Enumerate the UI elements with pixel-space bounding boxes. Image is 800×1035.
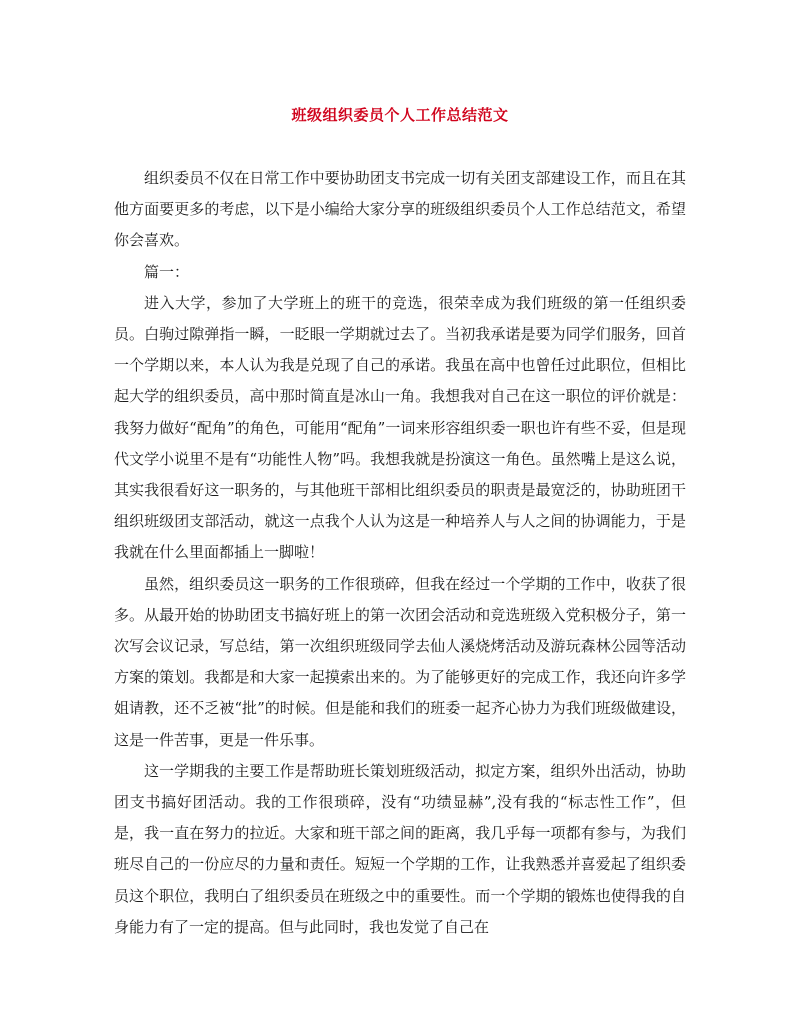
paragraph-3: 这一学期我的主要工作是帮助班长策划班级活动，拟定方案，组织外出活动，协助团支书搞好团活动。我的工作很琐碎，没有“功绩显赫”,没有我的“标志性工作”，但是，我一直在努力的拉近。大家和班干部之间的距离，我几乎每一项都有参与，为我们班尽自己的一份应尽的力量和责任。短短一个学期的工作，让我熟悉并喜爱起了组织委员这个职位，我明白了组织委员在班级之中的重要性。而一个学期的锻炼也使得我的自身能力有了一定的提高。但与此同时，我也发觉了自己在 [114, 761, 686, 936]
paragraph-2: 虽然，组织委员这一职务的工作很琐碎，但我在经过一个学期的工作中，收获了很多。从最开始的协助团支书搞好班上的第一次团会活动和竞选班级入党积极分子，第一次写会议记录，写总结，第一次组织班级同学去仙人溪烧烤活动及游玩森林公园等活动方案的策划。我都是和大家一起摸索出来的。为了能够更好的完成工作，我还向许多学姐请教，还不乏被“批”的时候。但是能和我们的班委一起齐心协力为我们班级做建设，这是一件苦事，更是一件乐事。 [114, 574, 686, 749]
paragraph-1: 进入大学，参加了大学班上的班干的竞选，很荣幸成为我们班级的第一任组织委员。白驹过隙弹指一瞬，一眨眼一学期就过去了。当初我承诺是要为同学们服务，回首一个学期以来，本人认为我是兑现了自己的承诺。我虽在高中也曾任过此职位，但相比起大学的组织委员，高中那时简直是冰山一角。我想我对自己在这一职位的评价就是：我努力做好“配角”的角色，可能用“配角”一词来形容组织委一职也许有些不妥，但是现代文学小说里不是有“功能性人物”吗。我想我就是扮演这一角色。虽然嘴上是这么说，其实我很看好这一职务的，与其他班干部相比组织委员的职责是最宽泛的，协助班团干组织班级团支部活动，就这一点我个人认为这是一种培养人与人之间的协调能力，于是我就在什么里面都插上一脚啦！ [114, 293, 686, 562]
paragraph-section-heading: 篇一： [144, 262, 190, 281]
document-title: 班级组织委员个人工作总结范文 [291, 106, 509, 124]
document-body [114, 163, 686, 943]
paragraph-intro: 组织委员不仅在日常工作中要协助团支书完成一切有关团支部建设工作，而且在其他方面要更多的考虑，以下是小编给大家分享的班级组织委员个人工作总结范文，希望你会喜欢。 [114, 169, 686, 250]
